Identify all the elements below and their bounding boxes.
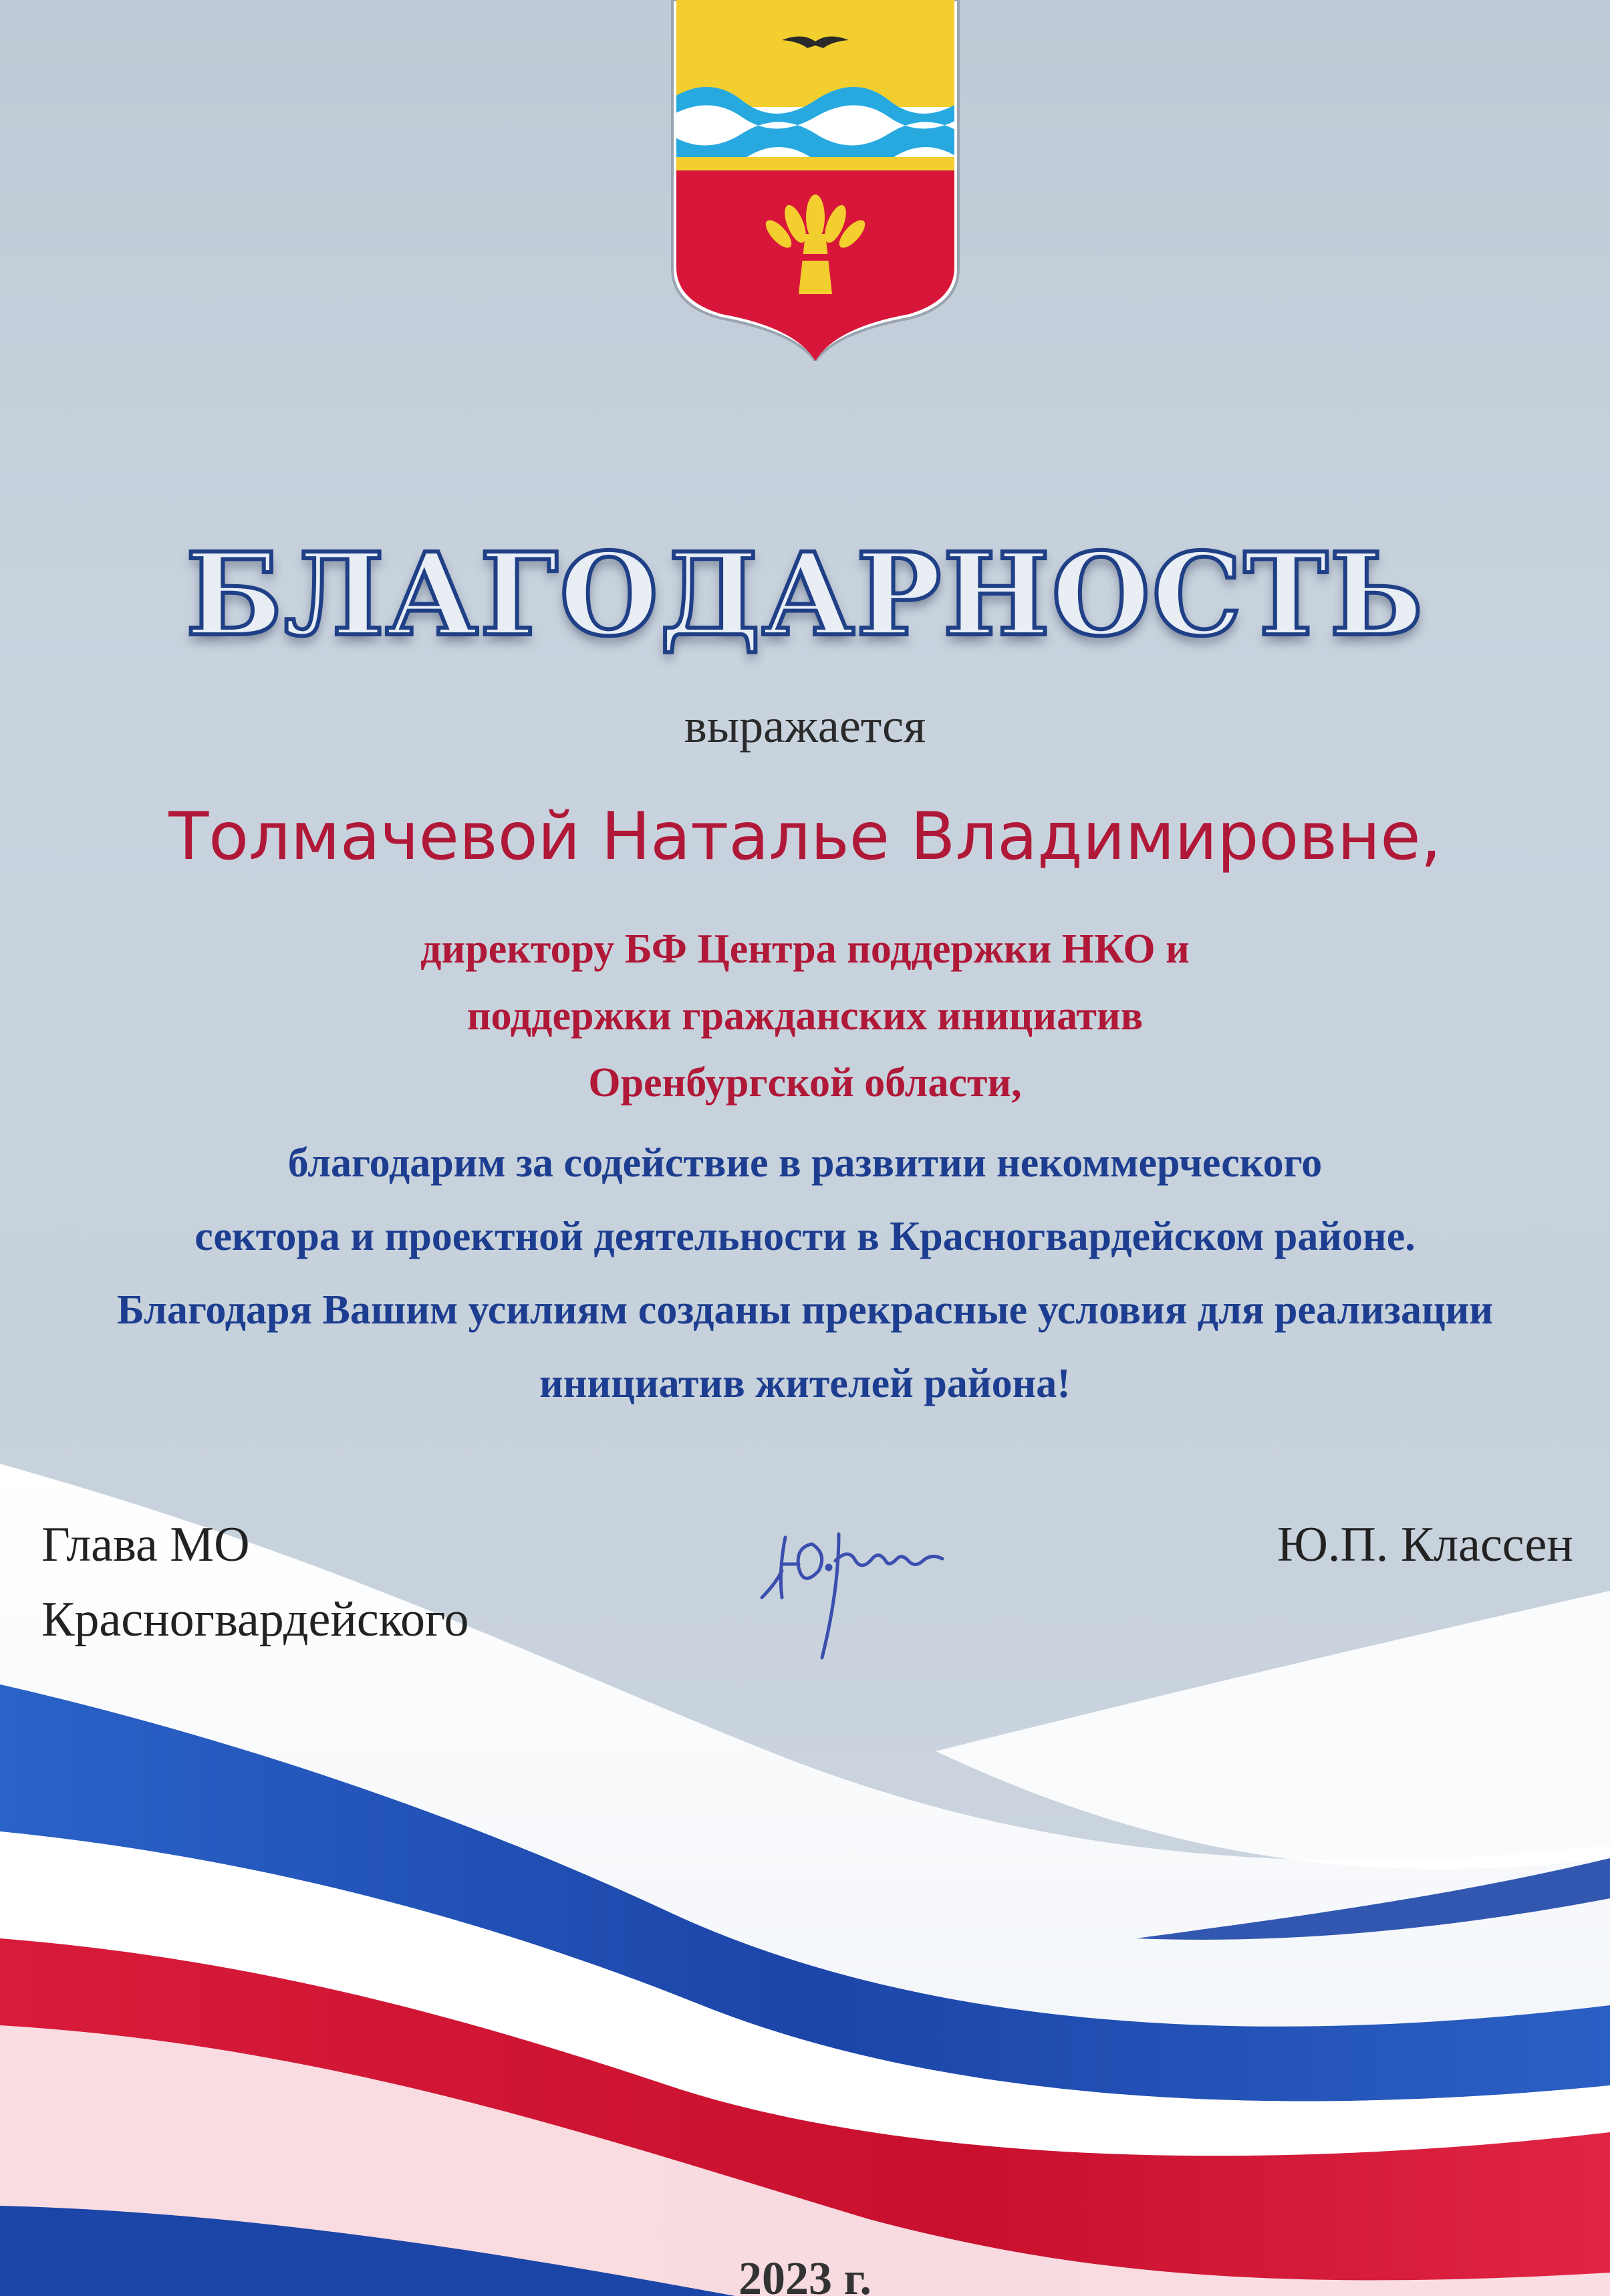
- certificate-year: 2023 г.: [739, 2253, 871, 2296]
- position-line: Оренбургской области,: [588, 1060, 1022, 1106]
- thanks-message: [0, 1126, 1610, 1420]
- thanks-line: сектора и проектной деятельности в Красногвардейском районе.: [194, 1214, 1416, 1259]
- recipient-name: Толмачевой Наталье Владимировне,: [168, 799, 1442, 875]
- recipient-position: [0, 916, 1610, 1116]
- handwritten-signature-icon: [749, 1497, 976, 1671]
- certificate-title: БЛАГОДАРНОСТЬ: [185, 528, 1425, 662]
- signatory-title-line: Глава МО: [41, 1517, 250, 1572]
- coat-of-arms-icon: [668, 0, 962, 361]
- thanks-line: Благодаря Вашим усилиям созданы прекрасные условия для реализации: [116, 1287, 1494, 1333]
- signatory-title: [41, 1507, 468, 1657]
- position-line: директору БФ Центра поддержки НКО и: [420, 926, 1190, 972]
- thanks-line: инициатив жителей района!: [539, 1361, 1071, 1406]
- signatory-title-line: Красногвардейского: [41, 1592, 469, 1647]
- signatory-name: Ю.П. Классен: [1277, 1517, 1573, 1572]
- expressed-text: выражается: [684, 699, 926, 753]
- thanks-line: благодарим за содействие в развитии некоммерческого: [287, 1140, 1323, 1186]
- position-line: поддержки гражданских инициатив: [466, 993, 1144, 1039]
